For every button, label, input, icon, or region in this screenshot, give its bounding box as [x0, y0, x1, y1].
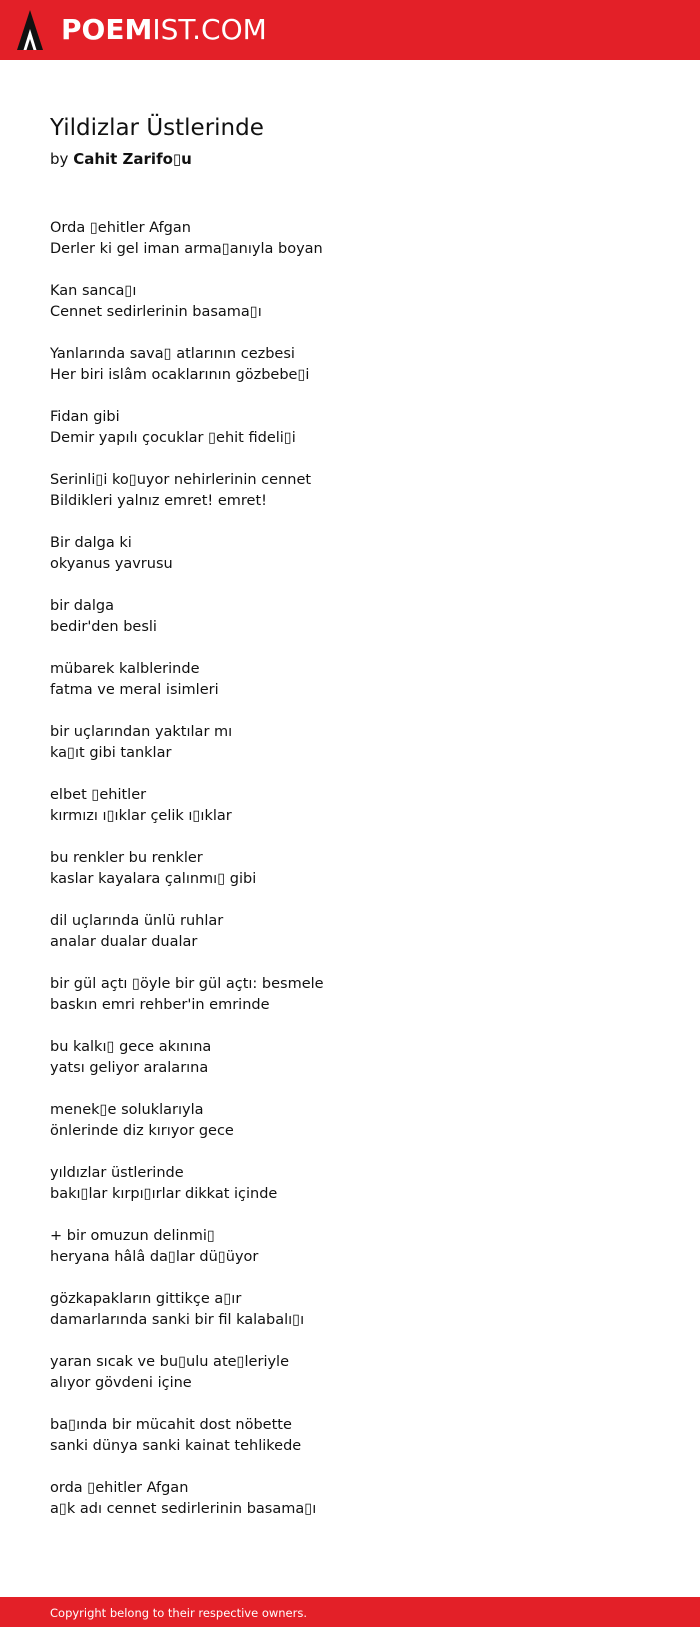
poem-line: heryana hâlâ da▯lar dü▯üyor — [50, 1249, 259, 1265]
poem-line: Demir yapılı çocuklar ▯ehit fideli▯i — [50, 430, 296, 446]
poem-stanza — [50, 659, 670, 701]
poem-line: bu renkler bu renkler — [50, 850, 203, 866]
poem-line: Serinli▯i ko▯uyor nehirlerinin cennet — [50, 472, 312, 488]
poem-stanza — [50, 722, 670, 764]
pencil-tip-icon[interactable] — [16, 9, 44, 51]
poem-author: Cahit Zarifo▯u — [73, 150, 192, 168]
poem-line: Fidan gibi — [50, 409, 120, 425]
poem-line: bedir'den besli — [50, 619, 157, 635]
poem-line: baskın emri rehber'in emrinde — [50, 997, 270, 1013]
poem-line: bakı▯lar kırpı▯ırlar dikkat içinde — [50, 1186, 278, 1202]
poem-line: yatsı geliyor aralarına — [50, 1060, 209, 1076]
poem-line: Derler ki gel iman arma▯anıyla boyan — [50, 241, 323, 257]
poem-stanza — [50, 1100, 670, 1142]
poem-line: ba▯ında bir mücahit dost nöbette — [50, 1417, 292, 1433]
poem-line: bir dalga — [50, 598, 115, 614]
poem-line: analar dualar dualar — [50, 934, 198, 950]
poem-line: orda ▯ehitler Afgan — [50, 1480, 189, 1496]
logo-bold-text: POEM — [61, 13, 153, 46]
poem-line: Kan sanca▯ı — [50, 283, 137, 299]
poem-line: Cennet sedirlerinin basama▯ı — [50, 304, 262, 320]
poem-stanza — [50, 1478, 670, 1520]
poem-stanza — [50, 848, 670, 890]
poem-line: dil uçlarında ünlü ruhlar — [50, 913, 224, 929]
poem-stanza — [50, 596, 670, 638]
site-logo[interactable] — [61, 11, 267, 49]
poem-line: fatma ve meral isimleri — [50, 682, 219, 698]
poem-line: bu kalkı▯ gece akınına — [50, 1039, 212, 1055]
logo-light-text: IST.COM — [152, 13, 267, 46]
poem-line: sanki dünya sanki kainat tehlikede — [50, 1438, 302, 1454]
poem-stanza — [50, 218, 670, 260]
poem-line: kırmızı ı▯ıklar çelik ı▯ıklar — [50, 808, 232, 824]
poem-line: bir gül açtı ▯öyle bir gül açtı: besmele — [50, 976, 324, 992]
poem-body — [50, 218, 670, 1541]
poem-line: Bildikleri yalnız emret! emret! — [50, 493, 267, 509]
poem-line: gözkapakların gittikçe a▯ır — [50, 1291, 242, 1307]
poem-stanza — [50, 407, 670, 449]
site-footer — [0, 1597, 700, 1627]
poem-title: Yildizlar Üstlerinde — [50, 115, 264, 141]
poem-stanza — [50, 1352, 670, 1394]
site-header — [0, 0, 700, 60]
poem-stanza — [50, 281, 670, 323]
poem-line: yaran sıcak ve bu▯ulu ate▯leriyle — [50, 1354, 290, 1370]
poem-stanza — [50, 344, 670, 386]
poem-stanza — [50, 1037, 670, 1079]
poem-line: Her biri islâm ocaklarının gözbebe▯i — [50, 367, 310, 383]
poem-line: yıldızlar üstlerinde — [50, 1165, 184, 1181]
poem-line: önlerinde diz kırıyor gece — [50, 1123, 234, 1139]
poem-line: ka▯ıt gibi tanklar — [50, 745, 172, 761]
poem-line: Bir dalga ki — [50, 535, 132, 551]
poem-line: mübarek kalblerinde — [50, 661, 200, 677]
poem-line: damarlarında sanki bir fil kalabalı▯ı — [50, 1312, 305, 1328]
poem-stanza — [50, 1226, 670, 1268]
poem-byline — [50, 148, 192, 170]
poem-stanza — [50, 533, 670, 575]
by-label: by — [50, 150, 69, 168]
poem-line: a▯k adı cennet sedirlerinin basama▯ı — [50, 1501, 317, 1517]
poem-line: Orda ▯ehitler Afgan — [50, 220, 191, 236]
poem-stanza — [50, 785, 670, 827]
poem-stanza — [50, 1289, 670, 1331]
poem-stanza — [50, 1163, 670, 1205]
poem-stanza — [50, 974, 670, 1016]
poem-line: kaslar kayalara çalınmı▯ gibi — [50, 871, 257, 887]
poem-stanza — [50, 1415, 670, 1457]
poem-line: menek▯e soluklarıyla — [50, 1102, 204, 1118]
poem-stanza — [50, 470, 670, 512]
poem-line: alıyor gövdeni içine — [50, 1375, 192, 1391]
footer-copyright: Copyright belong to their respective owners. — [50, 1606, 308, 1620]
poem-line: + bir omuzun delinmi▯ — [50, 1228, 215, 1244]
poem-stanza — [50, 911, 670, 953]
poem-line: Yanlarında sava▯ atlarının cezbesi — [50, 346, 295, 362]
poem-line: okyanus yavrusu — [50, 556, 173, 572]
poem-line: bir uçlarından yaktılar mı — [50, 724, 233, 740]
poem-line: elbet ▯ehitler — [50, 787, 147, 803]
